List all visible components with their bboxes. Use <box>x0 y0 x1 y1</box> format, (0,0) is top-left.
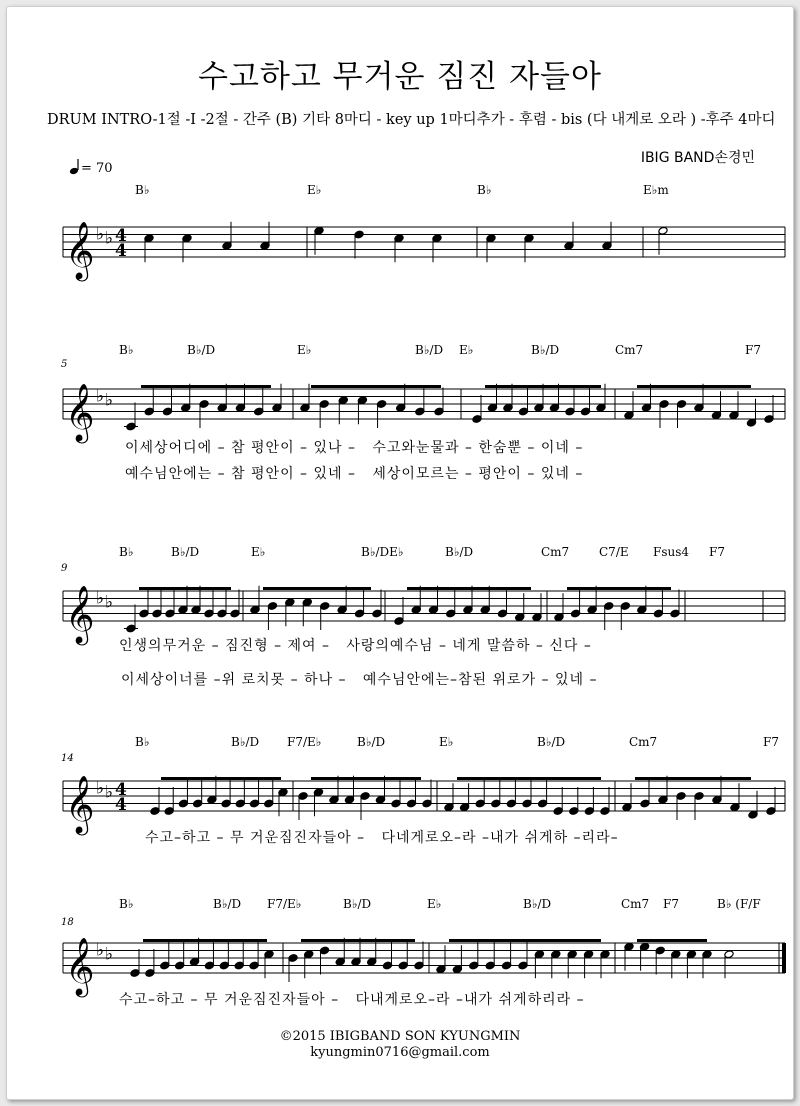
beam <box>143 939 267 942</box>
beam <box>407 587 531 590</box>
measure-number: 5 <box>61 359 68 370</box>
treble-clef-icon: 𝄞 <box>65 383 95 441</box>
beam <box>635 777 751 780</box>
chord-symbol: F7 <box>663 897 679 911</box>
lyric-line: 예수님안에는 – 참 평안이 – 있네 – 세상이모르는 – 평안이 – 있네 – <box>125 466 584 482</box>
lyric-line: 수고–하고 – 무 거운짐진자들아 – 다네게로오–라 –내가 쉬게하 –리라– <box>145 830 619 846</box>
flat-icon: ♭ <box>105 592 114 613</box>
quarter-note-icon <box>69 159 81 175</box>
chord-symbol: B♭/D <box>415 343 444 357</box>
treble-clef-icon: 𝄞 <box>65 221 95 279</box>
lyric-line: 이세상이너를 –위 로치못 – 하나 – 예수님안에는–참된 위로가 – 있네 – <box>121 672 598 688</box>
composer-credit: IBIG BAND손경민 <box>640 150 755 166</box>
beam <box>637 939 707 942</box>
beam <box>263 587 371 590</box>
chord-symbol: F7/E♭ <box>287 735 322 749</box>
chord-symbol: E♭ <box>251 545 266 559</box>
chord-symbol: B♭ <box>119 343 134 357</box>
tempo-value: = 70 <box>81 161 113 176</box>
chord-symbol: B♭ <box>119 897 134 911</box>
contact-email: kyungmin0716@gmail.com <box>310 1045 490 1060</box>
beam <box>301 939 415 942</box>
beam <box>311 777 421 780</box>
chord-symbol: F7/E♭ <box>267 897 302 911</box>
chord-symbol: Cm7 <box>615 343 644 357</box>
chord-symbol: B♭ <box>135 183 150 197</box>
beam <box>311 385 441 388</box>
treble-clef-icon: 𝄞 <box>65 775 95 833</box>
flat-icon: ♭ <box>96 940 105 961</box>
flat-icon: ♭ <box>105 944 114 965</box>
chord-symbol: F7 <box>763 735 779 749</box>
song-title: 수고하고 무거운 짐진 자들아 <box>198 59 602 95</box>
measure-number: 9 <box>61 563 68 574</box>
chord-symbol: B♭ <box>477 183 492 197</box>
chord-symbol: Cm7 <box>541 545 570 559</box>
beam <box>567 587 671 590</box>
chord-symbol: B♭/D <box>537 735 566 749</box>
measure-number: 18 <box>61 917 74 928</box>
chord-symbol: E♭m <box>643 183 669 197</box>
beam <box>485 385 601 388</box>
beam <box>457 777 601 780</box>
arrangement-notes: DRUM INTRO-1절 -I -2절 - 간주 (B) 기타 8마디 - key up 1마디추가 - 후렴 - bis (다 내게로 오라 ) -후주 4마디 <box>47 112 776 128</box>
chord-symbol: B♭/D <box>445 545 474 559</box>
flat-icon: ♭ <box>96 778 105 799</box>
chord-symbol: B♭ (F/F <box>717 897 761 911</box>
measure-number: 14 <box>61 753 74 764</box>
chord-symbol: B♭/D <box>213 897 242 911</box>
chord-symbol: B♭/D <box>187 343 216 357</box>
chord-symbol: E♭ <box>297 343 312 357</box>
lyric-line: 인생의무거운 – 짐진형 – 제여 – 사랑의예수님 – 네게 말씀하 – 신다 – <box>119 638 592 654</box>
chord-symbol: E♭ <box>307 183 322 197</box>
beam <box>141 385 271 388</box>
tempo-marking <box>69 159 113 176</box>
chord-symbol: B♭ <box>119 545 134 559</box>
time-signature-top: 4 <box>115 226 127 246</box>
chord-symbol: B♭/DE♭ <box>361 545 404 559</box>
beam <box>449 939 601 942</box>
flat-icon: ♭ <box>96 588 105 609</box>
chord-symbol: Cm7 <box>621 897 650 911</box>
flat-icon: ♭ <box>105 390 114 411</box>
flat-icon: ♭ <box>96 386 105 407</box>
beam <box>161 777 281 780</box>
chord-symbol: C7/E <box>599 545 629 559</box>
chord-symbol: B♭/D <box>357 735 386 749</box>
chord-symbol: Cm7 <box>629 735 658 749</box>
chord-symbol: B♭ <box>135 735 150 749</box>
flat-icon: ♭ <box>105 228 114 249</box>
chord-symbol: E♭ <box>439 735 454 749</box>
time-signature-top: 4 <box>115 780 127 800</box>
chord-symbol: B♭/D <box>523 897 552 911</box>
beam <box>637 385 751 388</box>
treble-clef-icon: 𝄞 <box>65 937 95 995</box>
chord-symbol: Fsus4 <box>653 545 690 559</box>
time-signature-bottom: 4 <box>115 241 127 261</box>
chord-symbol: B♭/D <box>231 735 260 749</box>
chord-symbol: B♭/D <box>531 343 560 357</box>
flat-icon: ♭ <box>105 782 114 803</box>
flat-icon: ♭ <box>96 224 105 245</box>
lyric-line: 이세상어디에 – 참 평안이 – 있나 – 수고와눈물과 – 한숨뿐 – 이네 – <box>125 440 584 456</box>
chord-symbol: B♭/D <box>171 545 200 559</box>
staff-1 <box>7 199 793 299</box>
copyright-line: ©2015 IBIGBAND SON KYUNGMIN <box>279 1029 521 1044</box>
time-signature-bottom: 4 <box>115 795 127 815</box>
chord-symbol: B♭/D <box>343 897 372 911</box>
chord-symbol: F7 <box>745 343 761 357</box>
sheet-music-page <box>6 6 794 1100</box>
chord-symbol: E♭ <box>427 897 442 911</box>
beam <box>139 587 231 590</box>
lyric-line: 수고–하고 – 무 거운짐진자들아 – 다내게로오–라 –내가 쉬게하리라 – <box>119 992 585 1008</box>
chord-symbol: E♭ <box>459 343 474 357</box>
treble-clef-icon: 𝄞 <box>65 585 95 643</box>
chord-symbol: F7 <box>709 545 725 559</box>
